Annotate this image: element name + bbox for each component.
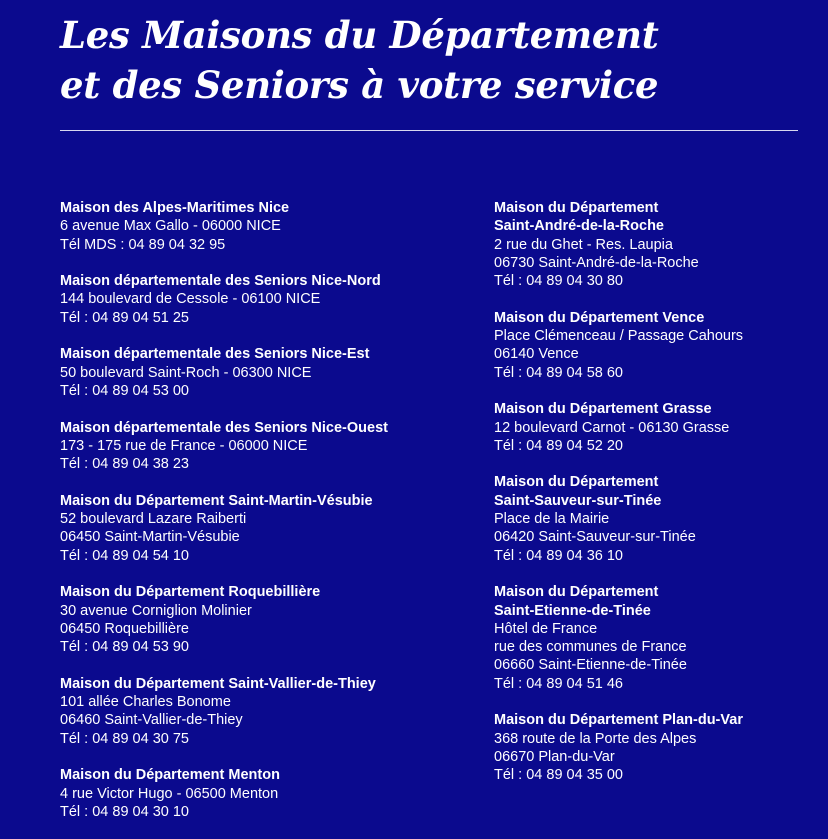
office-name: Maison départementale des Seniors Nice-Ouest [60,419,388,436]
office-name: Maison du Département [494,474,659,491]
address-line: 368 route de la Porte des Alpes [494,730,697,747]
address-entry [60,419,480,474]
phone-number: Tél : 04 89 04 53 90 [60,639,189,656]
address-line: 06140 Vence [494,346,579,363]
office-name: Maison du Département Grasse [494,401,712,418]
office-name: Saint-Etienne-de-Tinée [494,602,651,619]
office-name: Maison du Département [494,200,659,216]
right-column [494,199,814,803]
address-line: Place Clémenceau / Passage Cahours [494,328,744,345]
phone-number: Tél : 04 89 04 53 00 [60,382,189,399]
address-entry [494,711,814,784]
address-entry [494,309,814,382]
office-name: Maison du Département Vence [494,309,705,326]
address-line: Hôtel de France [494,620,598,637]
phone-number: Tél : 04 89 04 30 10 [60,803,189,820]
address-line: 06450 Saint-Martin-Vésubie [60,529,240,546]
address-entry [60,492,480,565]
phone-number: Tél : 04 89 04 30 75 [60,730,189,747]
address-line: 06670 Plan-du-Var [494,748,615,765]
address-line: 144 boulevard de Cessole - 06100 NICE [60,291,321,308]
office-name: Maison du Département Menton [60,767,280,784]
phone-number: Tél : 04 89 04 35 00 [494,767,623,784]
address-line: 173 - 175 rue de France - 06000 NICE [60,437,308,454]
title-line-1: Les Maisons du Département [60,13,659,57]
address-line: 06660 Saint-Etienne-de-Tinée [494,657,687,674]
address-line: 30 avenue Corniglion Molinier [60,602,252,619]
address-entry [60,272,480,327]
office-name: Saint-André-de-la-Roche [494,218,664,235]
address-entry [60,199,480,254]
phone-number: Tél : 04 89 04 38 23 [60,456,189,473]
address-line: 2 rue du Ghet - Res. Laupia [494,236,673,253]
address-line: 6 avenue Max Gallo - 06000 NICE [60,218,281,235]
address-line: 06420 Saint-Sauveur-sur-Tinée [494,529,696,546]
office-name: Maison du Département Plan-du-Var [494,712,743,729]
office-name: Maison du Département Roquebillière [60,584,321,601]
title-divider [60,130,798,131]
office-name: Saint-Sauveur-sur-Tinée [494,492,662,509]
address-line: rue des communes de France [494,639,687,656]
address-entry [494,473,814,564]
page-title [60,10,800,110]
office-name: Maison départementale des Seniors Nice-Est [60,346,370,363]
phone-number: Tél : 04 89 04 51 25 [60,309,189,326]
phone-number: Tél : 04 89 04 58 60 [494,364,623,381]
address-line: 06730 Saint-André-de-la-Roche [494,254,699,271]
address-line: 06450 Roquebillière [60,620,189,637]
address-entry [60,583,480,656]
address-entry [60,675,480,748]
address-entry [494,199,814,290]
address-entry [60,345,480,400]
phone-number: Tél : 04 89 04 52 20 [494,437,623,454]
phone-number: Tél : 04 89 04 51 46 [494,675,623,692]
address-entry [60,766,480,821]
address-entry [494,583,814,693]
office-name: Maison du Département [494,584,659,601]
office-name: Maison du Département Saint-Vallier-de-Thiey [60,675,376,692]
left-column [60,199,480,839]
office-name: Maison des Alpes-Maritimes Nice [60,200,290,216]
phone-number: Tél : 04 89 04 54 10 [60,547,189,564]
phone-number: Tél : 04 89 04 36 10 [494,547,623,564]
address-line: Place de la Mairie [494,511,610,528]
address-line: 52 boulevard Lazare Raiberti [60,511,247,528]
address-line: 50 boulevard Saint-Roch - 06300 NICE [60,364,312,381]
office-name: Maison du Département Saint-Martin-Vésubie [60,492,373,509]
address-line: 12 boulevard Carnot - 06130 Grasse [494,419,730,436]
address-line: 101 allée Charles Bonome [60,694,231,711]
address-line: 4 rue Victor Hugo - 06500 Menton [60,785,279,802]
phone-number: Tél MDS : 04 89 04 32 95 [60,236,226,253]
address-line: 06460 Saint-Vallier-de-Thiey [60,712,243,729]
title-line-2: et des Seniors à votre service [60,63,659,107]
address-entry [494,400,814,455]
office-name: Maison départementale des Seniors Nice-Nord [60,273,381,290]
phone-number: Tél : 04 89 04 30 80 [494,273,623,290]
